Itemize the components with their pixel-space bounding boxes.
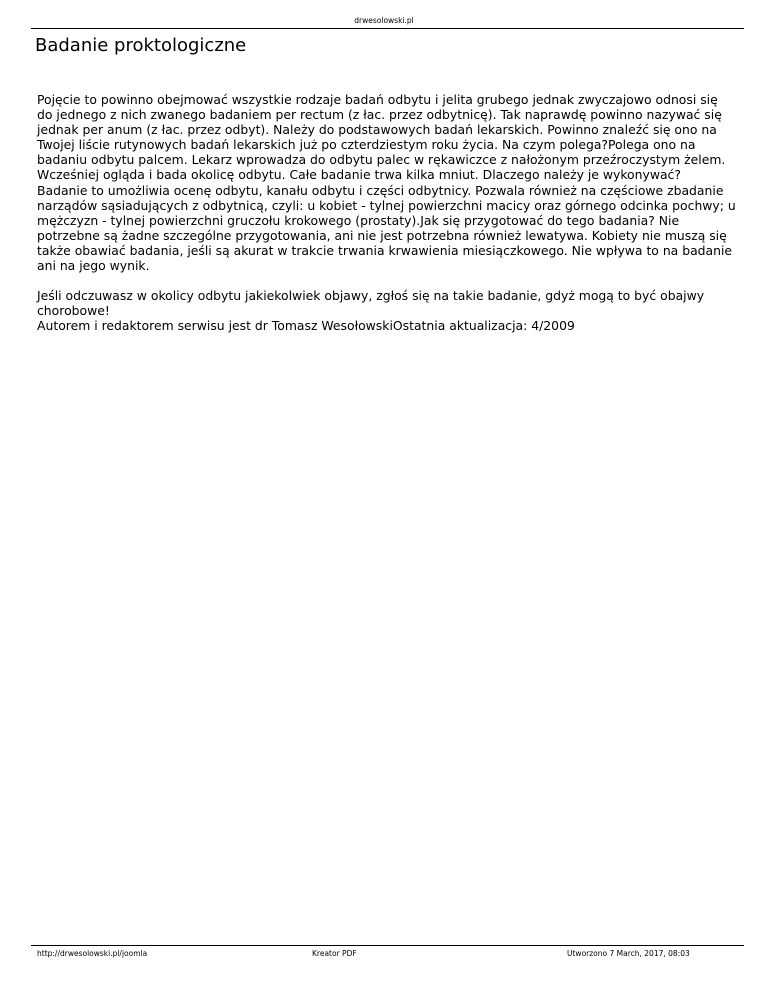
article-paragraph-purpose: Badanie to umożliwia ocenę odbytu, kanału odbytu i części odbytnicy. Pozwala również na częściowe zbadanie narządów sąsiadujących z odbytnicą, czyli: u kobiet - tylnej powierzchni macicy oraz górnego odcinka pochwy; u mężczyzn - tylnej powierzchni gruczołu krokowego (prostaty).Jak się przygotować do tego badania? Nie potrzebne są żadne szczególne przygotowania, ani nie jest potrzebna również lewatywa. Kobiety nie muszą się także obawiać badania, jeśli są akurat w trakcie trwania krwawienia miesiączkowego. Nie wpływa to na badanie ani na jego wynik. <box>37 182 736 274</box>
footer-created-date: Utworzono 7 March, 2017, 08:03 <box>567 949 690 958</box>
article-body <box>37 92 737 333</box>
article-paragraph-advice: Jeśli odczuwasz w okolicy odbytu jakiekolwiek objawy, zgłoś się na takie badanie, gdyż mogą to być obajwy chorobowe! <box>37 288 705 319</box>
author-line: Autorem i redaktorem serwisu jest dr Tomasz WesołowskiOstatnia aktualizacja: 4/2009 <box>37 318 575 334</box>
footer-url: http://drwesolowski.pl/joomla <box>37 949 148 958</box>
page-title: Badanie proktologiczne <box>35 35 247 56</box>
footer-generator: Kreator PDF <box>312 949 357 958</box>
footer-divider <box>31 945 744 946</box>
article-paragraph-intro: Pojęcie to powinno obejmować wszystkie rodzaje badań odbytu i jelita grubego jednak zwyczajowo odnosi się do jednego z nich zwanego badaniem per rectum (z łac. przez odbytnicę). Tak naprawdę powinno nazywać się jednak per anum (z łac. przez odbyt). Należy do podstawowych badań lekarskich. Powinno znaleźć się ono na Twojej liście rutynowych badań lekarskich już po czterdziestym roku życia. Na czym polega?Polega ono na badaniu odbytu palcem. Lekarz wprowadza do odbytu palec w rękawiczce z nałożonym przeźroczystym żelem. Wcześniej ogląda i bada okolicę odbytu. Całe badanie trwa kilka mniut. Dlaczego należy je wykonywać? <box>37 92 726 183</box>
site-header: drwesolowski.pl <box>354 16 414 25</box>
header-divider <box>31 28 744 29</box>
